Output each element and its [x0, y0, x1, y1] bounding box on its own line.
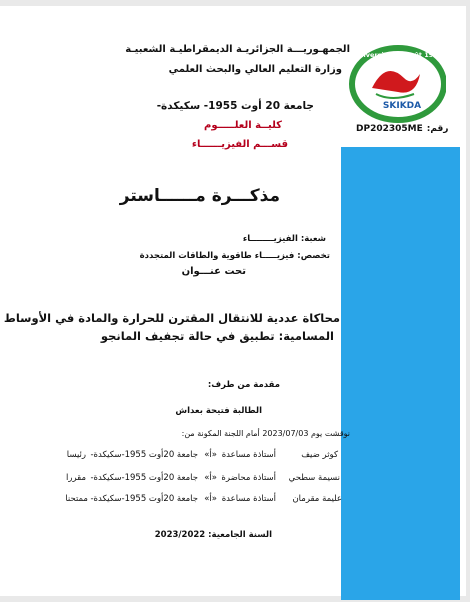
ministry-heading: وزارة التعليم العالي والبحث العلمي: [168, 64, 342, 75]
under-title-label: تحت عنـــوان: [181, 266, 246, 277]
jury-name: عليمة مقرمان: [292, 494, 342, 504]
presented-by-label: مقدمة من طرف:: [207, 380, 280, 390]
jury-role: ممتحنا: [65, 494, 88, 504]
jury-role: مقررا: [65, 473, 86, 483]
republic-heading: الجمهـوريـــة الجزائريـة الديمقراطيـة الشعبيـة: [125, 44, 350, 55]
logo-ring-text: Université 20 Août 1955: [353, 51, 443, 59]
jury-grade: «أ»: [204, 473, 217, 483]
jury-role: رئيسا: [66, 450, 86, 460]
jury-name: نسيمة سطحي: [288, 473, 340, 483]
jury-grade: «أ»: [204, 494, 217, 504]
faculty-heading: كليــة العلـــــوم: [204, 120, 282, 131]
thesis-title-line2: المسامية: تطبيق في حالة تجفيف المانجو: [100, 329, 334, 343]
jury-name: كوثر ضيف: [301, 450, 338, 460]
jury-institution: جامعة 20أوت 1955-سكيكدة-: [90, 473, 198, 483]
blue-side-band: [341, 147, 460, 600]
academic-year: السنة الجامعية: 2023/2022: [154, 530, 272, 540]
reference-label: رقم:: [426, 124, 449, 134]
reference-number: [356, 124, 448, 134]
university-logo: [346, 44, 446, 126]
defense-note: نوقشت يوم 2023/07/03 أمام اللجنة المكونة من:: [181, 429, 350, 438]
jury-rank: أستاذة مساعدة: [221, 450, 276, 460]
branch: شعبة: الفيزيــــــــاء: [242, 234, 326, 244]
thesis-title-line1: محاكاة عددية للانتقال المقترن للحرارة والمادة في الأوساط: [3, 311, 340, 325]
jury-rank: أستاذة محاضرة: [221, 473, 276, 483]
window-frame-right: [466, 0, 470, 602]
university-heading: جامعة 20 أوت 1955- سكيكدة-: [156, 100, 314, 112]
jury-institution: جامعة 20أوت 1955-سكيكدة-: [90, 450, 198, 460]
document-type: مذكـــرة مــــــاستر: [119, 186, 280, 206]
specialty: تخصص: فيزيـــــاء طاقوية والطاقات المتجددة: [139, 251, 330, 261]
jury-institution: جامعة 20أوت 1955-سكيكدة-: [90, 494, 198, 504]
reference-value: DP202305ME: [356, 124, 423, 134]
jury-grade: «أ»: [204, 450, 217, 460]
logo-name: SKIKDA: [382, 101, 422, 111]
student-name: الطالبة فتيحة بعداش: [175, 406, 262, 416]
jury-rank: أستاذة مساعدة: [221, 494, 276, 504]
window-frame-top: [0, 0, 470, 6]
department-heading: قســـم الفيزيــــــاء: [191, 139, 288, 150]
